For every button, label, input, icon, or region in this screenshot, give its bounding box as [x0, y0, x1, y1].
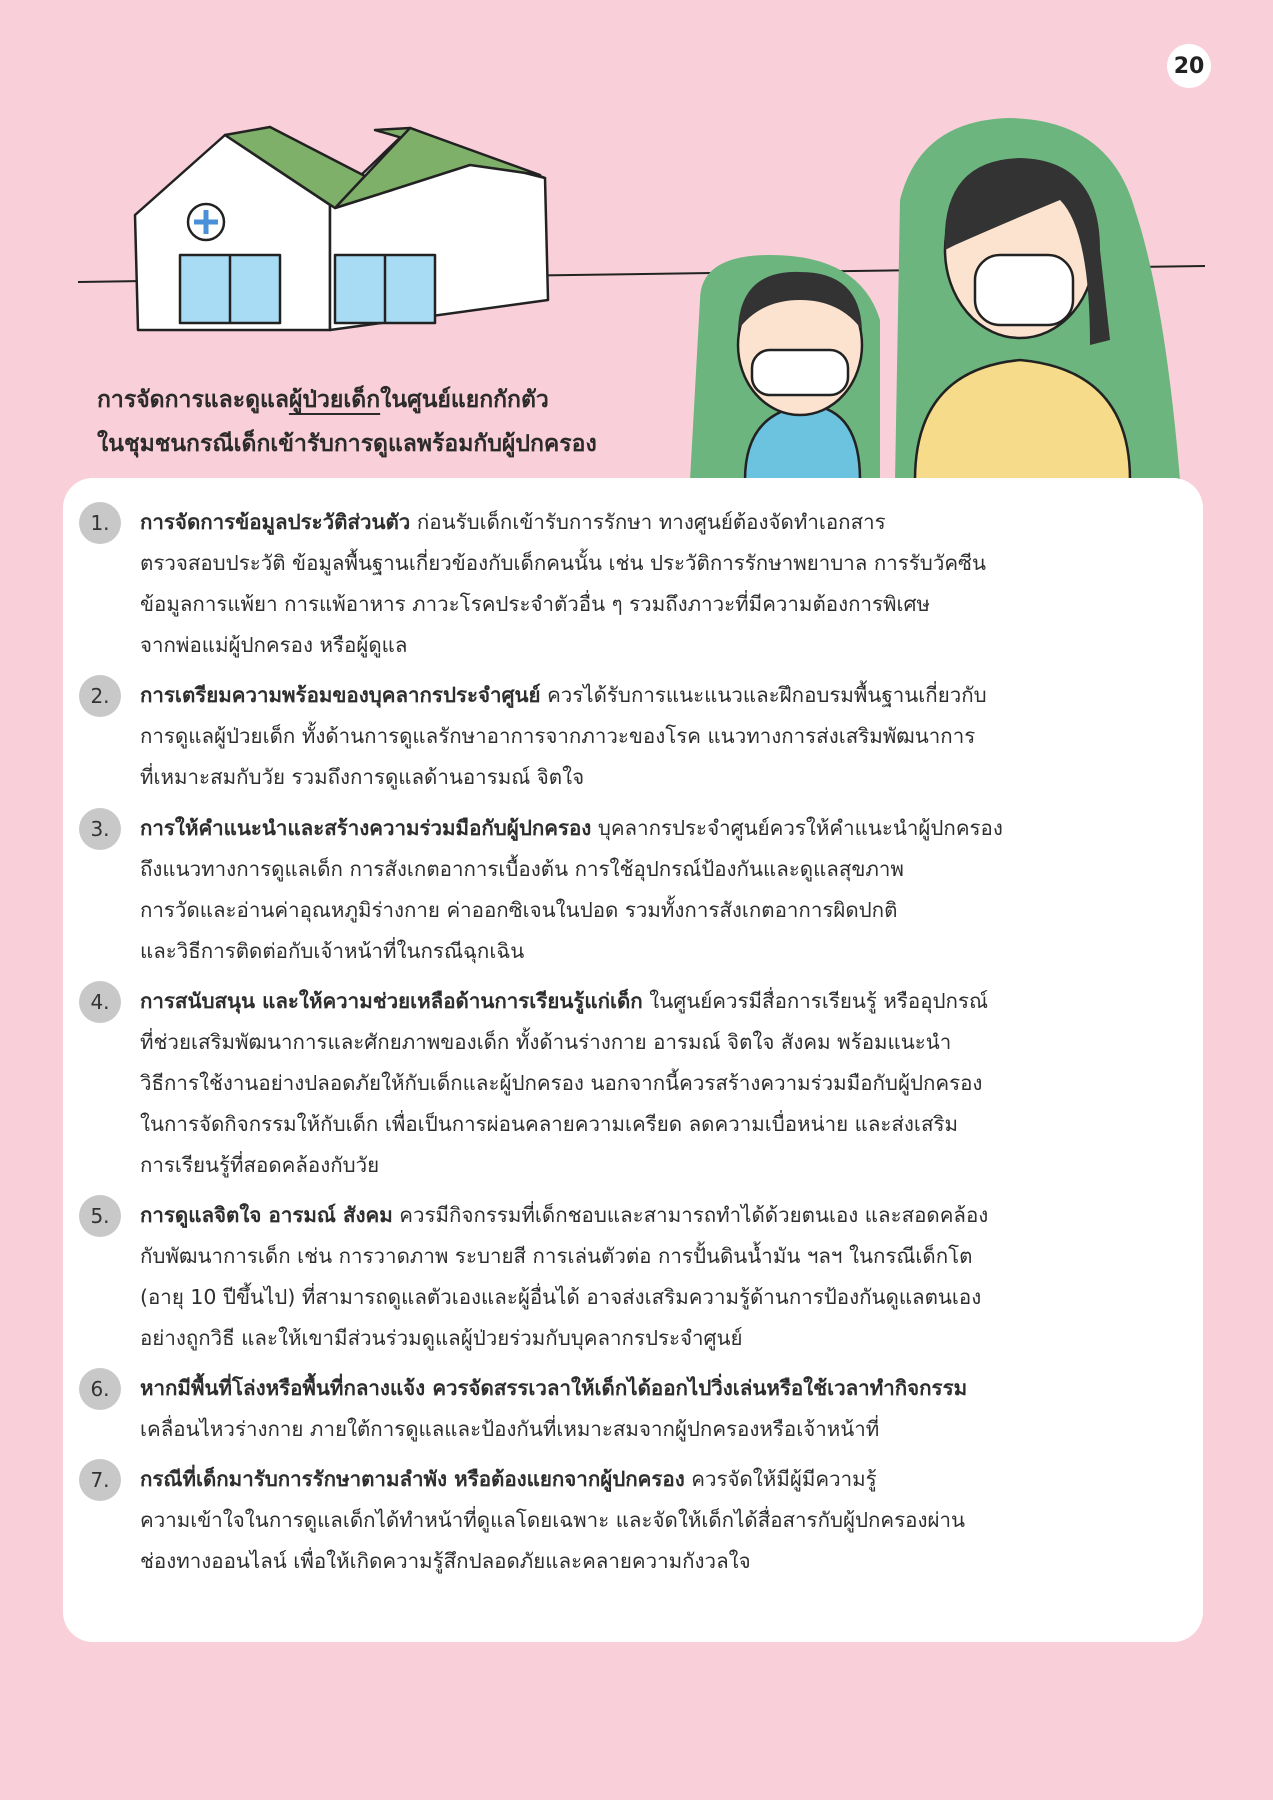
item-number-badge: 4.	[79, 981, 121, 1023]
item-title: กรณีที่เด็กมารับการรักษาตามลำพัง หรือต้องแยกจากผู้ปกครอง	[140, 1467, 685, 1491]
item-title: การดูแลจิตใจ อารมณ์ สังคม	[140, 1203, 393, 1227]
item-line-text: บุคลากรประจำศูนย์ควรให้คำแนะนำผู้ปกครอง	[591, 816, 1003, 840]
health-center-building-icon	[135, 127, 548, 330]
item-line	[140, 502, 986, 543]
item-line-text: การดูแลผู้ป่วยเด็ก ทั้งด้านการดูแลรักษาอาการจากภาวะของโรค แนวทางการส่งเสริมพัฒนาการ	[140, 724, 976, 748]
item-line-text: ที่ช่วยเสริมพัฒนาการและศักยภาพของเด็ก ทั้งด้านร่างกาย อารมณ์ จิตใจ สังคม พร้อมแนะนำ	[140, 1030, 952, 1054]
item-line-text: ควรจัดให้มีผู้มีความรู้	[684, 1467, 877, 1491]
item-text	[140, 502, 986, 666]
item-title: การจัดการข้อมูลประวัติส่วนตัว	[140, 510, 411, 534]
item-line-text: ข้อมูลการแพ้ยา การแพ้อาหาร ภาวะโรคประจำตัวอื่น ๆ รวมถึงภาวะที่มีความต้องการพิเศษ	[140, 592, 931, 616]
title-line-2: ในชุมชนกรณีเด็กเข้ารับการดูแลพร้อมกับผู้ปกครอง	[97, 431, 597, 457]
item-line-text: ในศูนย์ควรมีสื่อการเรียนรู้ หรืออุปกรณ์	[642, 989, 988, 1013]
item-number-badge: 3.	[79, 808, 121, 850]
item-line	[140, 981, 988, 1022]
item-line-text: จากพ่อแม่ผู้ปกครอง หรือผู้ดูแล	[140, 633, 408, 657]
item-line-text: ความเข้าใจในการดูแลเด็กได้ทำหน้าที่ดูแลโดยเฉพาะ และจัดให้เด็กได้สื่อสารกับผู้ปกครองผ่าน	[140, 1508, 966, 1532]
page-number: 20	[1167, 44, 1211, 88]
item-line-text: เคลื่อนไหวร่างกาย ภายใต้การดูแลและป้องกันที่เหมาะสมจากผู้ปกครองหรือเจ้าหน้าที่	[140, 1417, 880, 1441]
item-number-badge: 7.	[79, 1459, 121, 1501]
item-line-text: ควรได้รับการแนะแนวและฝึกอบรมพื้นฐานเกี่ยวกับ	[540, 683, 987, 707]
child-with-mask-icon	[690, 255, 880, 480]
item-line-text: กับพัฒนาการเด็ก เช่น การวาดภาพ ระบายสี การเล่นตัวต่อ การปั้นดินน้ำมัน ฯลฯ ในกรณีเด็กโต	[140, 1244, 973, 1268]
woman-with-mask-icon	[895, 118, 1180, 480]
item-line-text: ช่องทางออนไลน์ เพื่อให้เกิดความรู้สึกปลอดภัยและคลายความกังวลใจ	[140, 1549, 751, 1573]
item-title: การเตรียมความพร้อมของบุคลากรประจำศูนย์	[140, 683, 541, 707]
item-line-text: ที่เหมาะสมกับวัย รวมถึงการดูแลด้านอารมณ์ จิตใจ	[140, 765, 585, 789]
item-line-text: ในการจัดกิจกรรมให้กับเด็ก เพื่อเป็นการผ่อนคลายความเครียด ลดความเบื่อหน่าย และส่งเสริม	[140, 1112, 958, 1136]
item-text	[140, 675, 987, 798]
item-number-badge: 5.	[79, 1195, 121, 1237]
item-line-text: ถึงแนวทางการดูแลเด็ก การสังเกตอาการเบื้องต้น การใช้อุปกรณ์ป้องกันและดูแลสุขภาพ	[140, 857, 904, 881]
item-line	[140, 1195, 988, 1236]
item-line-text: การเรียนรู้ที่สอดคล้องกับวัย	[140, 1153, 380, 1177]
title-underlined-text: ผู้ป่วยเด็ก	[288, 387, 381, 413]
item-line	[140, 1459, 965, 1500]
item-line-text: วิธีการใช้งานอย่างปลอดภัยให้กับเด็กและผู้ปกครอง นอกจากนี้ควรสร้างความร่วมมือกับผู้ปกครอง	[140, 1071, 983, 1095]
item-line-text: ควรมีกิจกรรมที่เด็กชอบและสามารถทำได้ด้วยตนเอง และสอดคล้อง	[392, 1203, 989, 1227]
item-title: หากมีพื้นที่โล่งหรือพื้นที่กลางแจ้ง ควรจัดสรรเวลาให้เด็กได้ออกไปวิ่งเล่นหรือใช้เวลาทำกิจกรรม	[140, 1376, 968, 1400]
item-line-text: และวิธีการติดต่อกับเจ้าหน้าที่ในกรณีฉุกเฉิน	[140, 939, 525, 963]
title-text: ในศูนย์แยกกักตัว	[380, 387, 549, 413]
item-text	[140, 1459, 965, 1582]
item-line	[140, 808, 1003, 849]
item-title: การให้คำแนะนำและสร้างความร่วมมือกับผู้ปกครอง	[140, 816, 592, 840]
item-line-text: อย่างถูกวิธี และให้เขามีส่วนร่วมดูแลผู้ป่วยร่วมกับบุคลากรประจำศูนย์	[140, 1326, 743, 1350]
item-number-badge: 1.	[79, 502, 121, 544]
item-text	[140, 1195, 988, 1359]
item-number-badge: 2.	[79, 675, 121, 717]
item-line	[140, 675, 987, 716]
item-number-badge: 6.	[79, 1368, 121, 1410]
item-line-text: (อายุ 10 ปีขึ้นไป) ที่สามารถดูแลตัวเองและผู้อื่นได้ อาจส่งเสริมความรู้ด้านการป้องกันดูแลตนเอง	[140, 1285, 982, 1309]
item-text	[140, 981, 988, 1186]
content-card	[63, 478, 1203, 1642]
item-text	[140, 808, 1003, 972]
page-title	[97, 378, 597, 466]
item-line	[140, 1368, 967, 1409]
title-text: การจัดการและดูแล	[97, 387, 289, 413]
item-line-text: ตรวจสอบประวัติ ข้อมูลพื้นฐานเกี่ยวข้องกับเด็กคนนั้น เช่น ประวัติการรักษาพยาบาล การรับวัคซีน	[140, 551, 986, 575]
item-text	[140, 1368, 967, 1450]
item-line-text: การวัดและอ่านค่าอุณหภูมิร่างกาย ค่าออกซิเจนในปอด รวมทั้งการสังเกตอาการผิดปกติ	[140, 898, 898, 922]
item-line-text: ก่อนรับเด็กเข้ารับการรักษา ทางศูนย์ต้องจัดทำเอกสาร	[410, 510, 886, 534]
item-title: การสนับสนุน และให้ความช่วยเหลือด้านการเรียนรู้แก่เด็ก	[140, 989, 643, 1013]
